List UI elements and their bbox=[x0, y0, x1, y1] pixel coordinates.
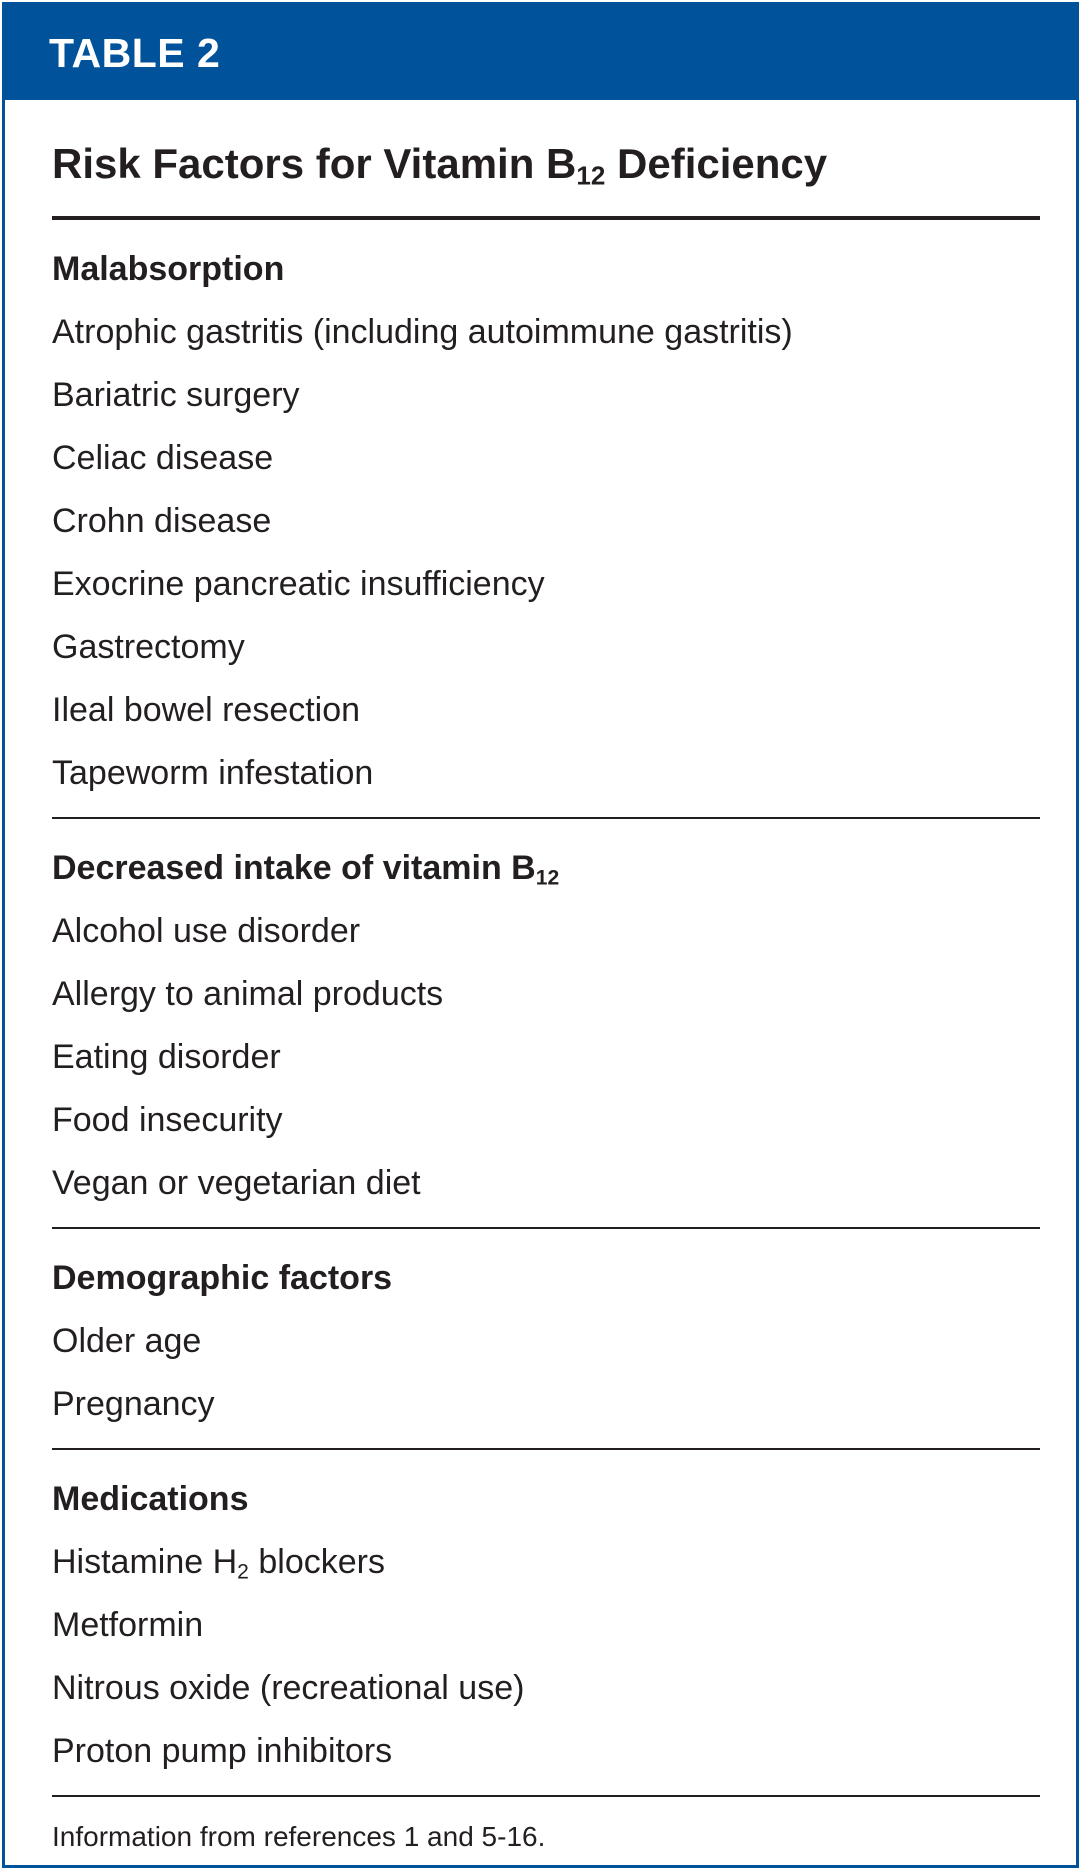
list-item: Histamine $H_2$ blockers bbox=[52, 1543, 385, 1584]
table-title-subscript: 12 bbox=[576, 160, 606, 191]
section-heading-text: Decreased intake of vitamin B bbox=[52, 849, 536, 887]
table-content bbox=[52, 100, 1040, 1857]
list-item: Nitrous oxide (recreational use) bbox=[52, 1669, 525, 1707]
list-item: Pregnancy bbox=[52, 1385, 215, 1423]
footnote: Information from references 1 and 5-16. bbox=[52, 1821, 546, 1852]
table-title-suffix: Deficiency bbox=[605, 140, 828, 187]
section-heading-text: Malabsorption bbox=[52, 250, 285, 288]
list-item: Tapeworm infestation bbox=[52, 754, 374, 792]
section-heading-text: Medications bbox=[52, 1480, 249, 1518]
section-heading bbox=[52, 238, 1040, 301]
section-heading bbox=[52, 837, 1040, 900]
section-heading bbox=[52, 1468, 1040, 1531]
list-item: Atrophic gastritis (including autoimmune gastritis) bbox=[52, 313, 793, 351]
list-item: Celiac disease bbox=[52, 439, 274, 477]
section-heading bbox=[52, 1247, 1040, 1310]
section-medications bbox=[52, 1450, 1040, 1795]
list-item: Alcohol use disorder bbox=[52, 912, 361, 950]
list-item: Exocrine pancreatic insufficiency bbox=[52, 565, 545, 603]
list-item: Older age bbox=[52, 1322, 202, 1360]
section-heading-subscript: 12 bbox=[535, 866, 560, 890]
section-heading-text: Demographic factors bbox=[52, 1259, 393, 1297]
list-item: Bariatric surgery bbox=[52, 376, 300, 414]
list-item: Food insecurity bbox=[52, 1101, 283, 1139]
section-demographic-factors bbox=[52, 1229, 1040, 1448]
list-item: Proton pump inhibitors bbox=[52, 1732, 393, 1770]
table-title bbox=[52, 100, 1040, 216]
list-item: Ileal bowel resection bbox=[52, 691, 361, 729]
table-label: TABLE 2 bbox=[49, 30, 221, 76]
list-item: Eating disorder bbox=[52, 1038, 281, 1076]
section-malabsorption bbox=[52, 220, 1040, 817]
list-item: Gastrectomy bbox=[52, 628, 245, 666]
list-item: Metformin bbox=[52, 1606, 204, 1644]
table-banner bbox=[5, 5, 1076, 100]
list-item: Allergy to animal products bbox=[52, 975, 444, 1013]
table-title-text: Risk Factors for Vitamin B bbox=[52, 140, 577, 187]
list-item: Crohn disease bbox=[52, 502, 272, 540]
table-frame bbox=[2, 2, 1079, 1868]
list-item: Vegan or vegetarian diet bbox=[52, 1164, 421, 1202]
section-decreased-intake bbox=[52, 819, 1040, 1227]
